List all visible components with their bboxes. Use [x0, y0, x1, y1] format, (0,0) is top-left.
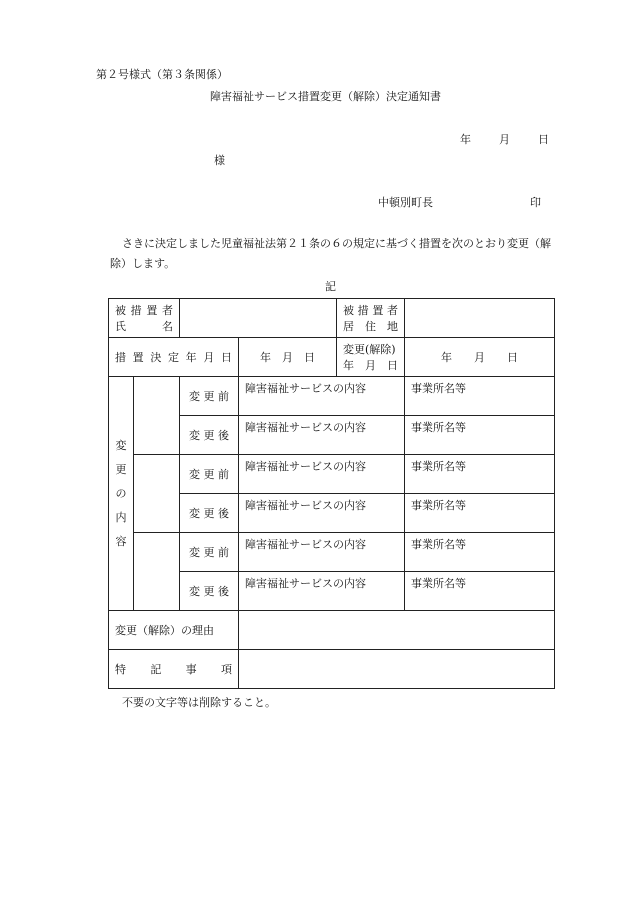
ki-heading: 記	[325, 280, 336, 293]
subject-name-field	[180, 299, 337, 338]
after-label: 変 更 後	[180, 572, 239, 611]
after-label: 変 更 後	[180, 494, 239, 533]
subject-address-label: 被 措 置 者 居 住 地	[337, 299, 405, 338]
change-notice-table	[108, 298, 555, 689]
service-content-cell: 障害福祉サービスの内容	[239, 533, 405, 572]
office-name-cell: 事業所名等	[405, 572, 555, 611]
before-label: 変 更 前	[180, 533, 239, 572]
office-name-cell: 事業所名等	[405, 416, 555, 455]
service-content-cell: 障害福祉サービスの内容	[239, 494, 405, 533]
addressee-suffix: 様	[214, 154, 225, 167]
document-title: 障害福祉サービス措置変更（解除）決定通知書	[210, 90, 441, 103]
subject-address-field	[405, 299, 555, 338]
service-content-cell: 障害福祉サービスの内容	[239, 416, 405, 455]
office-name-cell: 事業所名等	[405, 533, 555, 572]
service-content-cell: 障害福祉サービスの内容	[239, 455, 405, 494]
change-group-1	[134, 377, 180, 455]
decision-date-value: 年 月 日	[239, 338, 337, 377]
office-name-cell: 事業所名等	[405, 494, 555, 533]
service-content-cell: 障害福祉サービスの内容	[239, 572, 405, 611]
decision-date-label: 措 置 決 定 年 月 日	[109, 338, 239, 377]
after-label: 変 更 後	[180, 416, 239, 455]
change-group-3	[134, 533, 180, 611]
subject-name-label: 被 措 置 者 氏 名	[109, 299, 180, 338]
reason-field	[239, 611, 555, 650]
body-text: さきに決定しました児童福祉法第２１条の６の規定に基づく措置を次のとおり変更（解除）します。	[110, 237, 551, 270]
issue-date	[460, 131, 549, 147]
issuer: 中頓別町長	[378, 196, 433, 209]
office-name-cell: 事業所名等	[405, 455, 555, 494]
date-year: 年	[460, 133, 471, 146]
before-label: 変 更 前	[180, 455, 239, 494]
change-content-label: 変 更 の 内 容	[109, 377, 134, 611]
footnote: 不要の文字等は削除すること。	[122, 696, 276, 709]
reason-label: 変更（解除）の理由	[109, 611, 239, 650]
office-name-cell: 事業所名等	[405, 377, 555, 416]
special-notes-label: 特 記 事 項	[109, 650, 239, 689]
change-group-2	[134, 455, 180, 533]
service-content-cell: 障害福祉サービスの内容	[239, 377, 405, 416]
date-day: 日	[538, 133, 549, 146]
change-date-label: 変更(解除) 年 月 日	[337, 338, 405, 377]
date-month: 月	[499, 133, 510, 146]
special-notes-field	[239, 650, 555, 689]
form-number: 第２号様式（第３条関係）	[96, 68, 228, 81]
seal-mark: 印	[530, 196, 541, 209]
change-date-value: 年 月 日	[405, 338, 555, 377]
before-label: 変 更 前	[180, 377, 239, 416]
